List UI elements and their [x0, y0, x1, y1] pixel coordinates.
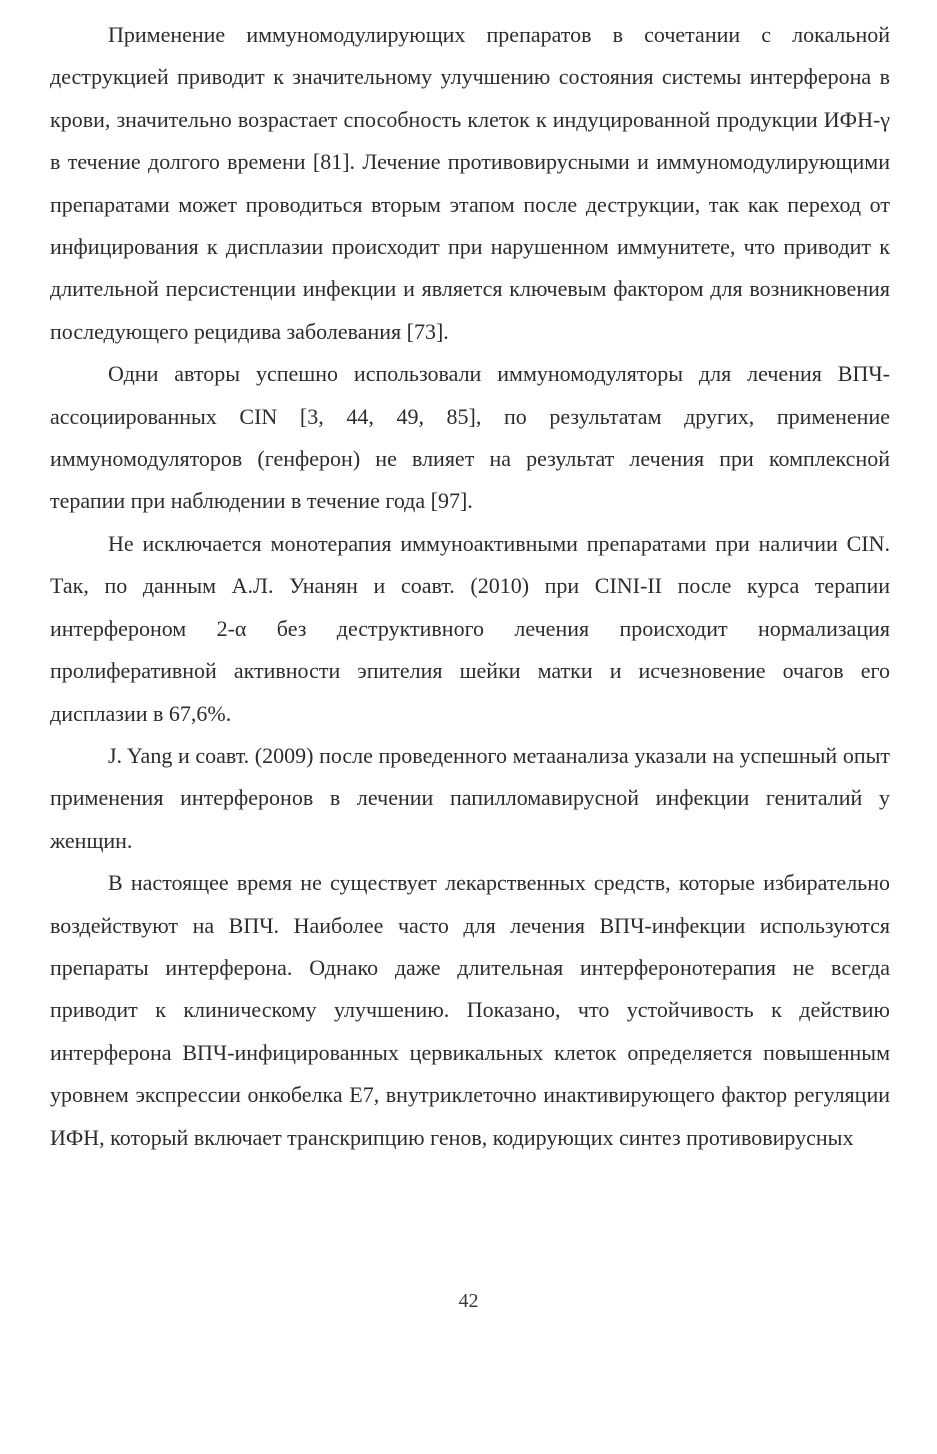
body-text: [50, 14, 890, 1159]
paragraph-yang-metaanalysis: J. Yang и соавт. (2009) после проведенного метаанализа указали на успешный опыт применения интерферонов в лечении папилломавирусной инфекции гениталий у женщин.: [50, 742, 890, 853]
page-number: 42: [458, 1290, 479, 1312]
paragraph-monotherapy: Не исключается монотерапия иммуноактивными препаратами при наличии CIN. Так, по данным А.Л. Унанян и соавт. (2010) при CINI-II после курса терапии интерфероном 2-α без деструктивного лечения происходит нормализация пролиферативной активности эпителия шейки матки и исчезновение очагов его дисплазии в 67,6%.: [50, 530, 890, 726]
paragraph-immunomodulators-destruction: Применение иммуномодулирующих препаратов в сочетании с локальной деструкцией приводит к значительному улучшению состояния системы интерферона в крови, значительно возрастает способность клеток к индуцированной продукции ИФН-γ в течение долгого времени [81]. Лечение противовирусными и иммуномодулирующими препаратами может проводиться вторым этапом после деструкции, так как переход от инфицирования к дисплазии происходит при нарушенном иммунитете, что приводит к длительной персистенции инфекции и является ключевым фактором для возникновения последующего рецидива заболевания [73].: [50, 22, 890, 344]
paragraph-authors-immunomodulators: Одни авторы успешно использовали иммуномодуляторы для лечения ВПЧ-ассоциированных CIN [3, 44, 49, 85], по результатам других, применение иммуномодуляторов (генферон) не влияет на результат лечения при комплексной терапии при наблюдении в течение года [97].: [50, 361, 890, 514]
paragraph-interferon-resistance: В настоящее время не существует лекарственных средств, которые избирательно воздействуют на ВПЧ. Наиболее часто для лечения ВПЧ-инфекции используются препараты интерферона. Однако даже длительная интерферонотерапия не всегда приводит к клиническому улучшению. Показано, что устойчивость к действию интерферона ВПЧ-инфицированных цервикальных клеток определяется повышенным уровнем экспрессии онкобелка Е7, внутриклеточно инактивирующего фактор регуляции ИФН, который включает транскрипцию генов, кодирующих синтез противовирусных: [50, 870, 890, 1150]
